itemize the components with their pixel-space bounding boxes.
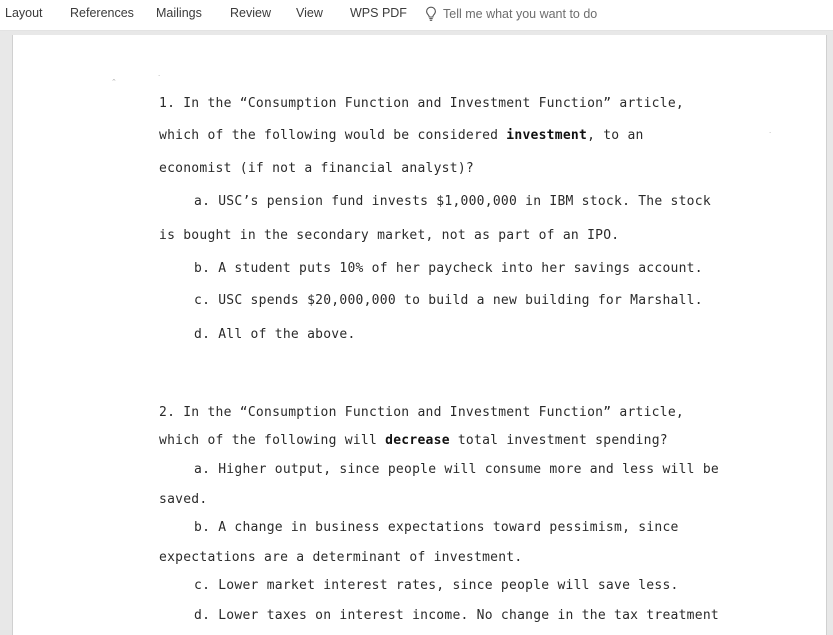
lightbulb-icon [425, 6, 437, 22]
tab-wps-pdf[interactable]: WPS PDF [350, 6, 407, 20]
q1-line2-text: which of the following would be considered [159, 128, 507, 143]
q2-option-c: c. Lower market interest rates, since people will save less. [194, 578, 679, 593]
document-page[interactable] [12, 35, 827, 635]
q2-line2 [159, 433, 668, 449]
q1-option-b: b. A student puts 10% of her paycheck into her savings account. [194, 261, 703, 276]
q2-line2-text: which of the following will [159, 433, 386, 448]
document-area[interactable] [0, 31, 833, 630]
q1-line1: 1. In the “Consumption Function and Investment Function” article, [159, 96, 684, 111]
q2-option-d: d. Lower taxes on interest income. No change in the tax treatment [194, 608, 719, 623]
q2-bold-term: decrease [385, 433, 450, 448]
tab-references[interactable]: References [70, 6, 134, 20]
q1-option-d: d. All of the above. [194, 327, 356, 342]
margin-marker: · [769, 129, 772, 137]
tab-mailings[interactable]: Mailings [156, 6, 202, 20]
q1-line2-tail: , to an [587, 128, 644, 143]
tab-view[interactable]: View [296, 6, 323, 20]
tab-layout[interactable]: Layout [5, 6, 43, 20]
q2-line1: 2. In the “Consumption Function and Investment Function” article, [159, 405, 684, 420]
q1-line3: economist (if not a financial analyst)? [159, 161, 474, 176]
q1-option-a-cont: is bought in the secondary market, not as part of an IPO. [159, 228, 620, 243]
q2-option-a-cont: saved. [159, 492, 208, 507]
margin-marker: · [158, 72, 161, 80]
tell-me-placeholder[interactable]: Tell me what you want to do [443, 7, 598, 21]
q1-option-c: c. USC spends $20,000,000 to build a new building for Marshall. [194, 293, 703, 308]
q1-bold-term: investment [506, 128, 588, 143]
q2-option-b: b. A change in business expectations toward pessimism, since [194, 520, 679, 535]
q2-line2-tail: total investment spending? [449, 433, 668, 448]
q2-option-a: a. Higher output, since people will consume more and less will be [194, 462, 719, 477]
tell-me-search[interactable] [425, 4, 597, 24]
paragraph-marker: ⌃ [111, 78, 117, 86]
ribbon-menu-bar [0, 0, 833, 31]
tab-review[interactable]: Review [230, 6, 271, 20]
q1-option-a: a. USC’s pension fund invests $1,000,000 in IBM stock. The stock [194, 194, 711, 209]
q2-option-b-cont: expectations are a determinant of investment. [159, 550, 523, 565]
q1-line2 [159, 128, 644, 144]
